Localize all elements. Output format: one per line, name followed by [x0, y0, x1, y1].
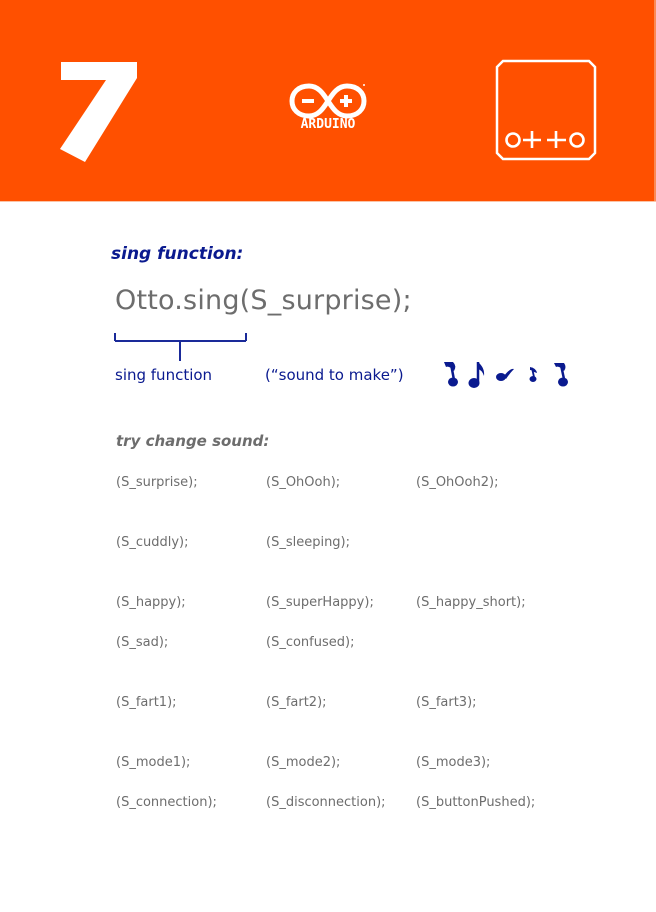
sound-option: (S_happy); [116, 595, 186, 610]
try-change-sound-title: try change sound: [116, 432, 270, 450]
code-example: Otto.sing(S_surprise); [115, 285, 412, 316]
sound-option: (S_OhOoh2); [416, 475, 499, 490]
sound-option: (S_connection); [116, 795, 217, 810]
function-bracket [114, 333, 248, 363]
music-notes-icon [440, 358, 575, 390]
sound-option: (S_buttonPushed); [416, 795, 536, 810]
step-number-seven [56, 58, 142, 166]
sound-option: (S_sleeping); [266, 535, 351, 550]
sound-option: (S_cuddly); [116, 535, 189, 550]
otto-box-icon [495, 59, 597, 161]
section-title: sing function: [111, 244, 244, 264]
sound-argument-label: (“sound to make”) [265, 366, 404, 384]
sound-option: (S_sad); [116, 635, 169, 650]
sound-option: (S_mode2); [266, 755, 341, 770]
sound-option: (S_disconnection); [266, 795, 386, 810]
sound-option: (S_mode1); [116, 755, 191, 770]
sound-option: (S_fart1); [116, 695, 177, 710]
sound-option: (S_fart3); [416, 695, 477, 710]
sound-option: (S_OhOoh); [266, 475, 341, 490]
header-divider [0, 201, 656, 202]
arduino-wordmark: ARDUINO [300, 117, 356, 132]
sound-option: (S_mode3); [416, 755, 491, 770]
sound-option: (S_confused); [266, 635, 355, 650]
sound-option: (S_superHappy); [266, 595, 374, 610]
sing-function-label: sing function [115, 366, 213, 384]
sound-option: (S_happy_short); [416, 595, 526, 610]
sound-option: (S_surprise); [116, 475, 198, 490]
sound-option: (S_fart2); [266, 695, 327, 710]
